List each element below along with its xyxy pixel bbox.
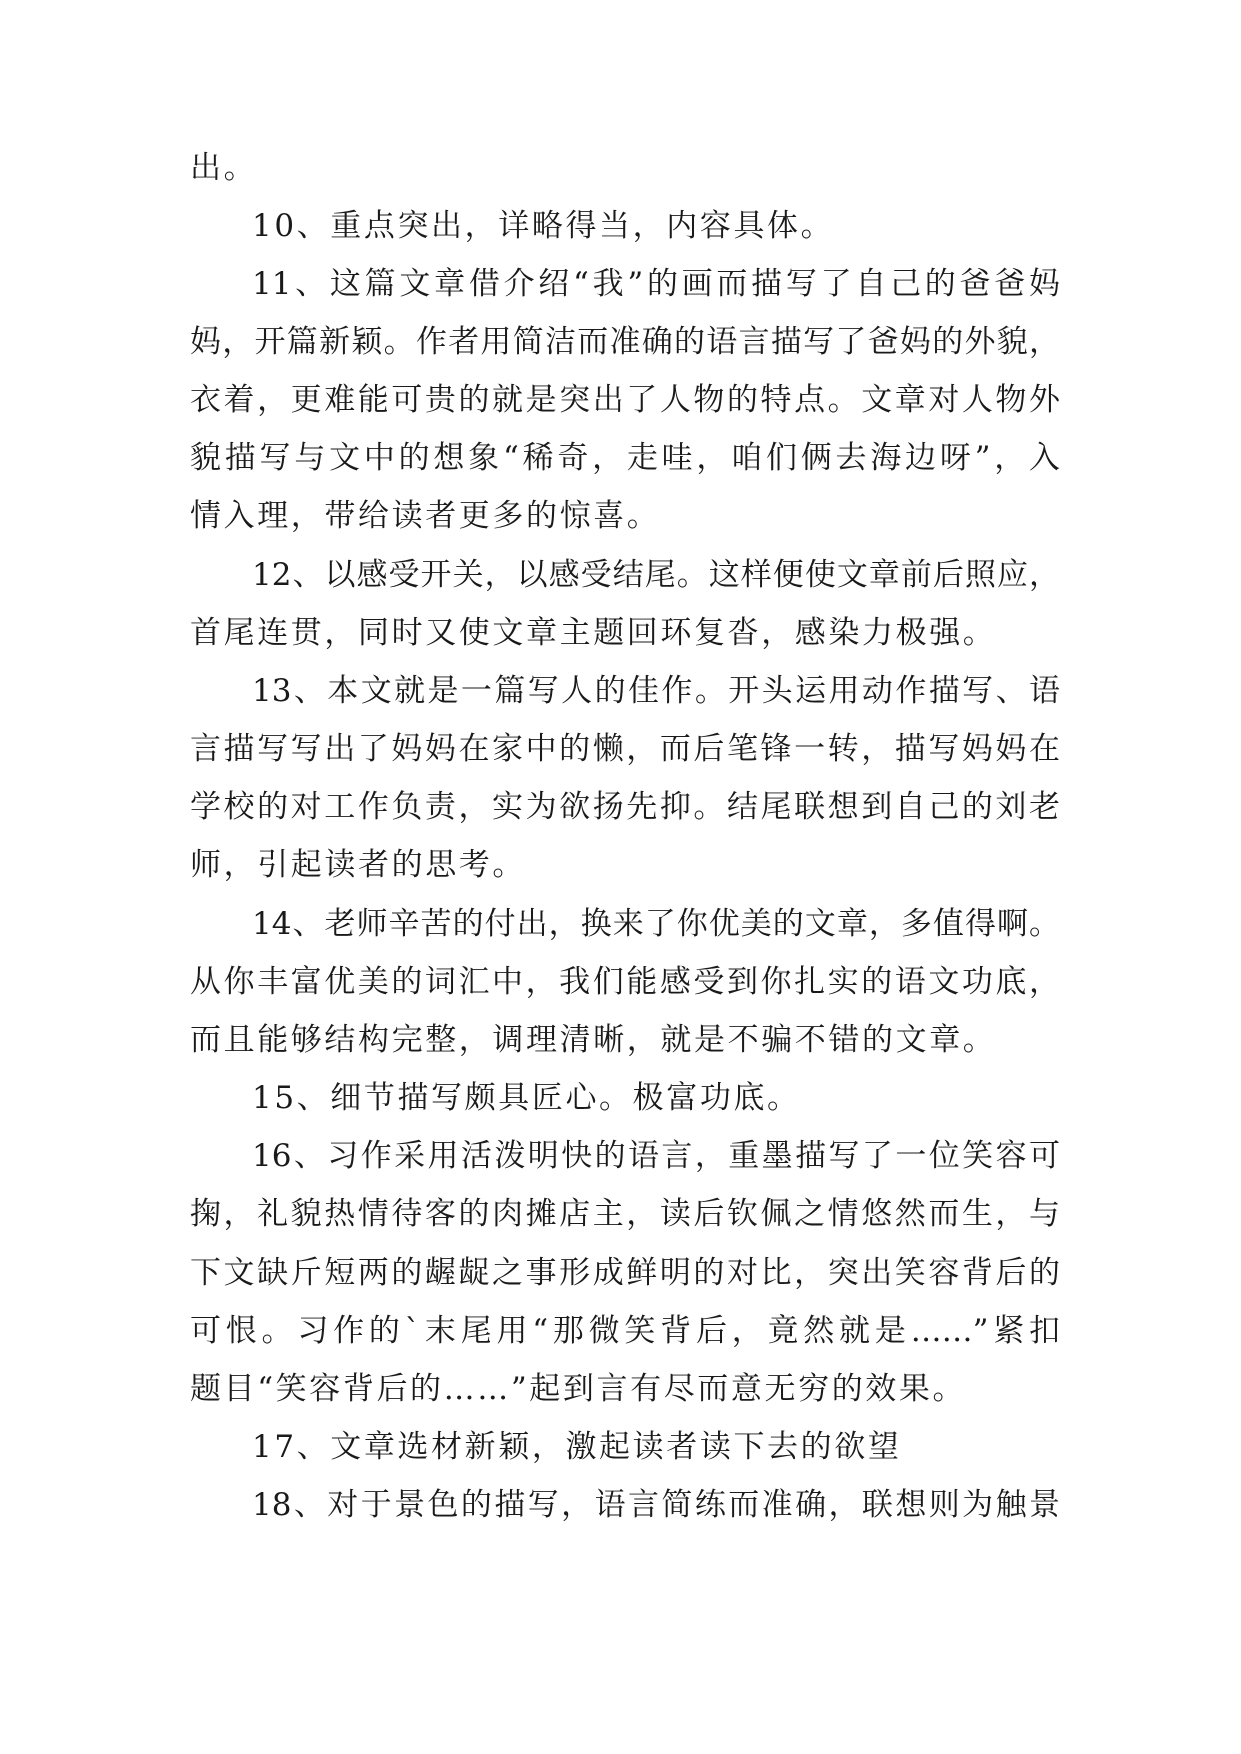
paragraph-11-line-5: 情入理，带给读者更多的惊喜。: [190, 498, 661, 534]
paragraph-11-line-1: 11、这篇文章借介绍“我”的画而描写了自己的爸爸妈: [252, 266, 1060, 302]
paragraph-10-line-1: 10、重点突出，详略得当，内容具体。: [252, 208, 835, 244]
paragraph-18-line-1: 18、对于景色的描写，语言简练而准确，联想则为触景: [252, 1487, 1060, 1523]
paragraph-16-line-5: 题目“笑容背后的……”起到言有尽而意无穷的效果。: [190, 1371, 967, 1407]
paragraph-11-line-4: 貌描写与文中的想象“稀奇，走哇，咱们俩去海边呀”，入: [190, 440, 1060, 476]
paragraph-13-line-3: 学校的对工作负责，实为欲扬先抑。结尾联想到自己的刘老: [190, 789, 1060, 825]
paragraph-13-line-1: 13、本文就是一篇写人的佳作。开头运用动作描写、语: [252, 673, 1060, 709]
paragraph-11-line-3: 衣着，更难能可贵的就是突出了人物的特点。文章对人物外: [190, 382, 1060, 418]
paragraph-16-line-2: 掬，礼貌热情待客的肉摊店主，读后钦佩之情悠然而生，与: [190, 1196, 1060, 1232]
text-line: 出。: [190, 150, 258, 186]
paragraph-13-line-2: 言描写写出了妈妈在家中的懒，而后笔锋一转，描写妈妈在: [190, 731, 1060, 767]
paragraph-14-line-3: 而且能够结构完整，调理清晰，就是不骗不错的文章。: [190, 1022, 997, 1058]
paragraph-12-line-1: 12、以感受开关，以感受结尾。这样便使文章前后照应，: [252, 557, 1060, 593]
paragraph-12-line-2: 首尾连贯，同时又使文章主题回环复沓，感染力极强。: [190, 615, 997, 651]
paragraph-14-line-2: 从你丰富优美的词汇中，我们能感受到你扎实的语文功底，: [190, 964, 1060, 1000]
paragraph-16-line-4: 可恨。习作的`末尾用“那微笑背后，竟然就是……”紧扣: [190, 1313, 1060, 1349]
paragraph-17-line-1: 17、文章选材新颖，激起读者读下去的欲望: [252, 1429, 902, 1465]
paragraph-13-line-4: 师，引起读者的思考。: [190, 847, 526, 883]
paragraph-16-line-3: 下文缺斤短两的龌龊之事形成鲜明的对比，突出笑容背后的: [190, 1255, 1060, 1291]
paragraph-11-line-2: 妈，开篇新颖。作者用简洁而准确的语言描写了爸妈的外貌，: [190, 324, 1060, 360]
paragraph-16-line-1: 16、习作采用活泼明快的语言，重墨描写了一位笑容可: [252, 1138, 1060, 1174]
paragraph-15-line-1: 15、细节描写颇具匠心。极富功底。: [252, 1080, 801, 1116]
paragraph-14-line-1: 14、老师辛苦的付出，换来了你优美的文章，多值得啊。: [252, 906, 1060, 942]
